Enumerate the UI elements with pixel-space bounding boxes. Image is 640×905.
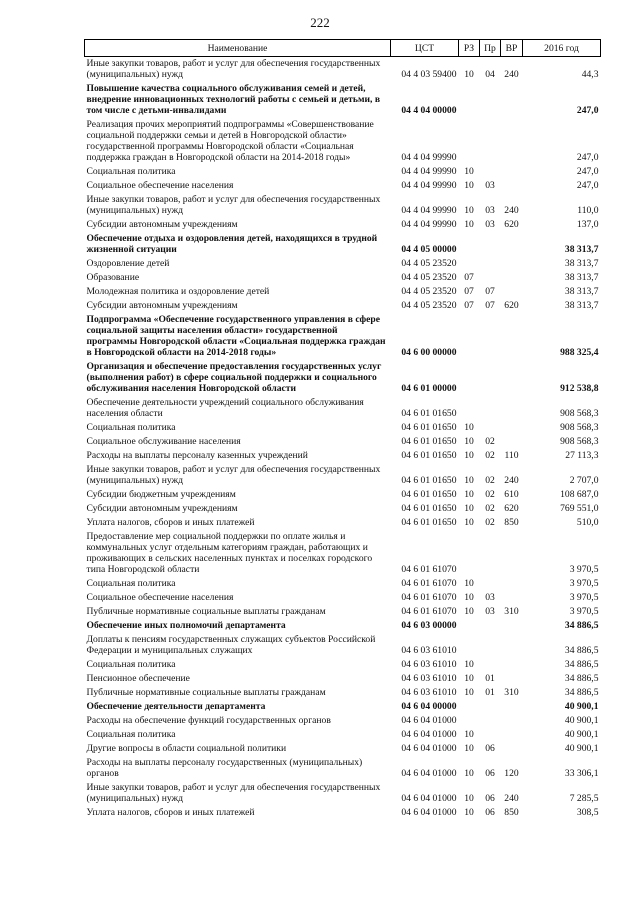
- row-cst-cell: 04 6 01 61070: [401, 606, 457, 617]
- row-rz-cell: 10: [464, 659, 474, 670]
- row-rz-cell: [459, 82, 480, 118]
- table-row: [85, 360, 601, 396]
- table-row: [85, 488, 601, 502]
- row-name-cell: Обеспечение отдыха и оздоровления детей, находящихся в трудной жизненной ситуации: [86, 233, 378, 255]
- row-sum-cell: 38 313,7: [564, 258, 599, 269]
- row-cst-cell: 04 6 00 00000: [401, 347, 457, 358]
- row-sum-cell: 3 970,5: [569, 592, 599, 603]
- row-sum-cell: 34 886,5: [564, 620, 599, 631]
- row-cst-cell: 04 4 05 23520: [401, 286, 457, 297]
- table-row: [85, 728, 601, 742]
- row-vr-cell: 310: [504, 687, 519, 698]
- row-sum-cell: 3 970,5: [569, 564, 599, 575]
- row-pr-cell: 02: [485, 436, 495, 447]
- row-sum-cell: 40 900,1: [564, 729, 599, 740]
- row-pr-cell: [480, 232, 501, 257]
- row-name-cell: Социальная политика: [86, 729, 176, 740]
- row-pr-cell: [480, 82, 501, 118]
- row-cst-cell: 04 6 04 01000: [401, 715, 457, 726]
- row-name-cell: Субсидии автономным учреждениям: [86, 219, 238, 230]
- row-rz-cell: [459, 313, 480, 360]
- row-rz-cell: 10: [464, 69, 474, 80]
- row-cst-cell: 04 6 01 61070: [401, 564, 457, 575]
- table-row: [85, 396, 601, 421]
- row-pr-cell: 01: [485, 673, 495, 684]
- row-cst-cell: 04 4 04 99990: [401, 205, 457, 216]
- row-vr-cell: 850: [504, 807, 519, 818]
- row-vr-cell: 240: [504, 69, 519, 80]
- table-row: [85, 218, 601, 232]
- row-rz-cell: 10: [464, 180, 474, 191]
- table-row: [85, 530, 601, 577]
- row-vr-cell: [501, 658, 523, 672]
- table-row: [85, 658, 601, 672]
- row-cst-cell: 04 6 03 61010: [401, 687, 457, 698]
- table-row: [85, 700, 601, 714]
- row-name-cell: Субсидии автономным учреждениям: [86, 503, 238, 514]
- row-sum-cell: 110,0: [577, 205, 599, 216]
- row-cst-cell: 04 4 03 59400: [401, 69, 457, 80]
- row-cst-cell: 04 6 04 01000: [401, 729, 457, 740]
- row-vr-cell: 620: [504, 300, 519, 311]
- header-name: Наименование: [85, 40, 391, 57]
- table-row: [85, 271, 601, 285]
- row-cst-cell: 04 4 05 23520: [401, 272, 457, 283]
- row-pr-cell: [480, 360, 501, 396]
- row-pr-cell: 01: [485, 687, 495, 698]
- row-sum-cell: 27 113,3: [565, 450, 599, 461]
- row-pr-cell: [480, 313, 501, 360]
- row-rz-cell: 10: [464, 687, 474, 698]
- row-vr-cell: 610: [504, 489, 519, 500]
- row-cst-cell: 04 6 01 01650: [401, 450, 457, 461]
- row-cst-cell: 04 6 03 00000: [401, 620, 457, 631]
- row-rz-cell: [459, 232, 480, 257]
- row-rz-cell: [459, 360, 480, 396]
- row-sum-cell: 769 551,0: [560, 503, 599, 514]
- row-sum-cell: 247,0: [576, 152, 599, 163]
- row-rz-cell: 10: [464, 503, 474, 514]
- table-row: [85, 686, 601, 700]
- row-pr-cell: 03: [485, 592, 495, 603]
- row-vr-cell: [501, 118, 523, 165]
- row-cst-cell: 04 4 05 00000: [401, 244, 457, 255]
- row-cst-cell: 04 4 04 99990: [401, 180, 457, 191]
- row-pr-cell: 03: [485, 606, 495, 617]
- row-name-cell: Расходы на обеспечение функций государственных органов: [86, 715, 331, 726]
- table-row: [85, 781, 601, 806]
- row-vr-cell: 620: [504, 503, 519, 514]
- table-row: [85, 516, 601, 530]
- row-rz-cell: 10: [464, 807, 474, 818]
- row-sum-cell: 247,0: [576, 166, 599, 177]
- row-pr-cell: [480, 728, 501, 742]
- table-body: [85, 57, 601, 821]
- row-cst-cell: 04 6 01 61070: [401, 592, 457, 603]
- row-vr-cell: [501, 714, 523, 728]
- row-vr-cell: [501, 435, 523, 449]
- row-pr-cell: 03: [485, 180, 495, 191]
- row-name-cell: Уплата налогов, сборов и иных платежей: [86, 517, 255, 528]
- row-pr-cell: 06: [485, 743, 495, 754]
- row-pr-cell: 02: [485, 503, 495, 514]
- row-rz-cell: 10: [464, 517, 474, 528]
- row-pr-cell: 07: [485, 286, 495, 297]
- header-cst: ЦСТ: [391, 40, 459, 57]
- row-name-cell: Расходы на выплаты персоналу казенных учреждений: [86, 450, 308, 461]
- table-row: [85, 313, 601, 360]
- row-rz-cell: [459, 118, 480, 165]
- row-rz-cell: [459, 619, 480, 633]
- row-sum-cell: 510,0: [576, 517, 599, 528]
- row-vr-cell: [501, 257, 523, 271]
- header-rz: РЗ: [459, 40, 480, 57]
- row-vr-cell: [501, 700, 523, 714]
- table-row: [85, 502, 601, 516]
- row-sum-cell: 33 306,1: [564, 768, 599, 779]
- row-cst-cell: 04 6 04 01000: [401, 743, 457, 754]
- row-name-cell: Социальная политика: [86, 659, 176, 670]
- row-rz-cell: [459, 714, 480, 728]
- table-row: [85, 82, 601, 118]
- row-name-cell: Иные закупки товаров, работ и услуг для обеспечения государственных (муниципальных) нужд: [86, 194, 381, 216]
- row-name-cell: Расходы на выплаты персоналу государственных (муниципальных) органов: [86, 757, 363, 779]
- row-pr-cell: 03: [485, 219, 495, 230]
- row-pr-cell: 06: [485, 768, 495, 779]
- table-row: [85, 619, 601, 633]
- row-sum-cell: 38 313,7: [564, 300, 599, 311]
- row-vr-cell: [501, 530, 523, 577]
- row-cst-cell: 04 4 04 99990: [401, 219, 457, 230]
- row-vr-cell: [501, 591, 523, 605]
- row-cst-cell: 04 6 04 01000: [401, 793, 457, 804]
- row-rz-cell: [459, 257, 480, 271]
- row-sum-cell: 34 886,5: [564, 645, 599, 656]
- row-pr-cell: 03: [485, 205, 495, 216]
- row-rz-cell: [459, 396, 480, 421]
- row-sum-cell: 908 568,3: [560, 408, 599, 419]
- table-row: [85, 806, 601, 820]
- row-sum-cell: 38 313,7: [564, 244, 599, 255]
- row-name-cell: Иные закупки товаров, работ и услуг для обеспечения государственных (муниципальных) нужд: [86, 464, 381, 486]
- row-sum-cell: 44,3: [581, 69, 599, 80]
- row-cst-cell: 04 6 03 61010: [401, 673, 457, 684]
- row-rz-cell: 10: [464, 489, 474, 500]
- row-cst-cell: 04 6 01 01650: [401, 436, 457, 447]
- row-name-cell: Оздоровление детей: [86, 258, 170, 269]
- row-rz-cell: 10: [464, 205, 474, 216]
- budget-table: [84, 39, 601, 820]
- row-sum-cell: 2 707,0: [569, 475, 599, 486]
- row-cst-cell: 04 6 01 01650: [401, 517, 457, 528]
- row-pr-cell: 02: [485, 517, 495, 528]
- row-pr-cell: [480, 530, 501, 577]
- row-pr-cell: [480, 633, 501, 658]
- row-vr-cell: [501, 165, 523, 179]
- row-name-cell: Образование: [86, 272, 140, 283]
- row-vr-cell: 850: [504, 517, 519, 528]
- row-cst-cell: 04 6 01 01650: [401, 489, 457, 500]
- row-pr-cell: [480, 577, 501, 591]
- row-pr-cell: 07: [485, 300, 495, 311]
- row-pr-cell: 06: [485, 807, 495, 818]
- row-cst-cell: 04 4 04 99990: [401, 166, 457, 177]
- header-vr: ВР: [501, 40, 523, 57]
- row-rz-cell: 10: [464, 422, 474, 433]
- row-vr-cell: [501, 577, 523, 591]
- row-cst-cell: 04 6 04 00000: [401, 701, 457, 712]
- row-pr-cell: [480, 118, 501, 165]
- row-rz-cell: 07: [464, 286, 474, 297]
- row-pr-cell: [480, 257, 501, 271]
- row-name-cell: Молодежная политика и оздоровление детей: [86, 286, 270, 297]
- row-name-cell: Доплаты к пенсиям государственных служащих субъектов Российской Федерации и муниципальных служащих: [86, 634, 376, 656]
- row-sum-cell: 912 538,8: [560, 383, 599, 394]
- row-rz-cell: 10: [464, 450, 474, 461]
- row-cst-cell: 04 4 04 00000: [401, 105, 457, 116]
- row-name-cell: Пенсионное обеспечение: [86, 673, 190, 684]
- table-row: [85, 591, 601, 605]
- row-name-cell: Другие вопросы в области социальной политики: [86, 743, 287, 754]
- row-vr-cell: [501, 232, 523, 257]
- table-row: [85, 57, 601, 83]
- table-row: [85, 257, 601, 271]
- row-name-cell: Социальная политика: [86, 422, 176, 433]
- row-cst-cell: 04 6 03 61010: [401, 659, 457, 670]
- row-sum-cell: 908 568,3: [560, 436, 599, 447]
- row-pr-cell: [480, 714, 501, 728]
- row-pr-cell: 02: [485, 475, 495, 486]
- row-rz-cell: 10: [464, 475, 474, 486]
- row-cst-cell: 04 6 03 61010: [401, 645, 457, 656]
- row-sum-cell: 108 687,0: [560, 489, 599, 500]
- row-cst-cell: 04 6 04 01000: [401, 807, 457, 818]
- table-row: [85, 449, 601, 463]
- row-sum-cell: 3 970,5: [569, 606, 599, 617]
- row-vr-cell: 240: [504, 793, 519, 804]
- header-pr: Пр: [480, 40, 501, 57]
- row-rz-cell: 10: [464, 768, 474, 779]
- row-rz-cell: 10: [464, 578, 474, 589]
- row-sum-cell: 988 325,4: [560, 347, 599, 358]
- row-vr-cell: [501, 360, 523, 396]
- row-rz-cell: 10: [464, 592, 474, 603]
- row-sum-cell: 908 568,3: [560, 422, 599, 433]
- table-row: [85, 577, 601, 591]
- row-cst-cell: 04 6 01 01650: [401, 475, 457, 486]
- table-row: [85, 463, 601, 488]
- table-row: [85, 118, 601, 165]
- row-name-cell: Социальная политика: [86, 578, 176, 589]
- table-header: [85, 40, 601, 57]
- row-rz-cell: 07: [464, 300, 474, 311]
- table-row: [85, 714, 601, 728]
- row-cst-cell: 04 4 05 23520: [401, 258, 457, 269]
- row-name-cell: Субсидии автономным учреждениям: [86, 300, 238, 311]
- row-sum-cell: 34 886,5: [564, 687, 599, 698]
- row-rz-cell: [459, 530, 480, 577]
- row-sum-cell: 308,5: [576, 807, 599, 818]
- row-cst-cell: 04 6 01 01650: [401, 503, 457, 514]
- row-name-cell: Организация и обеспечение предоставления государственных услуг (выполнения работ) в сфере социальной поддержки и социального обслуживания населения Новгородской области: [86, 361, 382, 394]
- table-row: [85, 633, 601, 658]
- row-name-cell: Обеспечение деятельности департамента: [86, 701, 266, 712]
- table-row: [85, 179, 601, 193]
- row-pr-cell: 02: [485, 489, 495, 500]
- table-row: [85, 193, 601, 218]
- row-name-cell: Публичные нормативные социальные выплаты гражданам: [86, 687, 326, 698]
- header-row: [85, 40, 601, 57]
- row-vr-cell: [501, 421, 523, 435]
- row-rz-cell: 10: [464, 729, 474, 740]
- row-rz-cell: 10: [464, 606, 474, 617]
- row-name-cell: Иные закупки товаров, работ и услуг для обеспечения государственных (муниципальных) нужд: [86, 58, 381, 80]
- table-row: [85, 285, 601, 299]
- row-name-cell: Социальное обслуживание населения: [86, 436, 241, 447]
- row-cst-cell: 04 6 01 01650: [401, 422, 457, 433]
- table-row: [85, 435, 601, 449]
- row-sum-cell: 247,0: [576, 180, 599, 191]
- row-vr-cell: [501, 728, 523, 742]
- row-cst-cell: 04 4 05 23520: [401, 300, 457, 311]
- row-rz-cell: 10: [464, 219, 474, 230]
- row-sum-cell: 34 886,5: [564, 673, 599, 684]
- row-name-cell: Социальное обеспечение населения: [86, 180, 234, 191]
- row-sum-cell: 3 970,5: [569, 578, 599, 589]
- row-name-cell: Обеспечение иных полномочий департамента: [86, 620, 286, 631]
- row-vr-cell: 240: [504, 205, 519, 216]
- row-sum-cell: 34 886,5: [564, 659, 599, 670]
- row-vr-cell: 310: [504, 606, 519, 617]
- row-sum-cell: 40 900,1: [564, 743, 599, 754]
- row-rz-cell: 10: [464, 436, 474, 447]
- page-number: 222: [310, 15, 330, 30]
- row-pr-cell: [480, 165, 501, 179]
- row-rz-cell: 10: [464, 793, 474, 804]
- row-pr-cell: 04: [485, 69, 495, 80]
- row-rz-cell: 10: [464, 743, 474, 754]
- row-name-cell: Повышение качества социального обслуживания семей и детей, внедрение инновационных технологий работы с семьей и детьми, в том числе с детьми-инвалидами: [86, 83, 380, 116]
- row-rz-cell: 10: [464, 166, 474, 177]
- table-row: [85, 756, 601, 781]
- row-vr-cell: [501, 633, 523, 658]
- row-cst-cell: 04 6 01 01650: [401, 408, 457, 419]
- row-pr-cell: 02: [485, 450, 495, 461]
- row-name-cell: Реализация прочих мероприятий подпрограммы «Совершенствование социальной поддержки семьи и детей в Новгородской области» государственной программы Новгородской области «Социальная поддержка граждан в Новгородской области на 2014-2018 годы»: [86, 119, 374, 163]
- row-vr-cell: [501, 313, 523, 360]
- row-sum-cell: 40 900,1: [564, 715, 599, 726]
- row-name-cell: Социальная политика: [86, 166, 176, 177]
- row-vr-cell: [501, 179, 523, 193]
- row-name-cell: Обеспечение деятельности учреждений социального обслуживания населения области: [86, 397, 364, 419]
- row-rz-cell: 10: [464, 673, 474, 684]
- row-sum-cell: 38 313,7: [564, 272, 599, 283]
- row-pr-cell: [480, 619, 501, 633]
- header-sum: 2016 год: [523, 40, 601, 57]
- row-sum-cell: 137,0: [576, 219, 599, 230]
- table-row: [85, 299, 601, 313]
- row-cst-cell: 04 6 04 01000: [401, 768, 457, 779]
- table-row: [85, 605, 601, 619]
- row-vr-cell: [501, 271, 523, 285]
- row-name-cell: Уплата налогов, сборов и иных платежей: [86, 807, 255, 818]
- table-row: [85, 165, 601, 179]
- row-vr-cell: [501, 672, 523, 686]
- row-cst-cell: 04 6 01 61070: [401, 578, 457, 589]
- row-vr-cell: 110: [504, 450, 519, 461]
- row-rz-cell: 07: [464, 272, 474, 283]
- row-cst-cell: 04 4 04 99990: [401, 152, 457, 163]
- row-sum-cell: 38 313,7: [564, 286, 599, 297]
- row-vr-cell: [501, 82, 523, 118]
- row-sum-cell: 247,0: [576, 105, 599, 116]
- row-pr-cell: [480, 658, 501, 672]
- row-pr-cell: 06: [485, 793, 495, 804]
- row-vr-cell: [501, 285, 523, 299]
- row-name-cell: Предоставление мер социальной поддержки по оплате жилья и коммунальных услуг отдельным категориям граждан, работающих и проживающих в сельских населенных пунктах и поселках городского типа Новгородской области: [86, 531, 373, 575]
- row-name-cell: Публичные нормативные социальные выплаты гражданам: [86, 606, 326, 617]
- row-name-cell: Социальное обеспечение населения: [86, 592, 234, 603]
- row-vr-cell: [501, 619, 523, 633]
- row-pr-cell: [480, 421, 501, 435]
- row-vr-cell: 620: [504, 219, 519, 230]
- row-cst-cell: 04 6 01 00000: [401, 383, 457, 394]
- row-vr-cell: [501, 742, 523, 756]
- table-row: [85, 421, 601, 435]
- row-rz-cell: [459, 633, 480, 658]
- row-pr-cell: [480, 271, 501, 285]
- row-pr-cell: [480, 700, 501, 714]
- row-vr-cell: 120: [504, 768, 519, 779]
- row-name-cell: Подпрограмма «Обеспечение государственного управления в сфере социальной защиты населения области» государственной программы Новгородской области «Социальная поддержка граждан в Новгородской области на 2014-2018 годы»: [86, 314, 386, 358]
- row-rz-cell: [459, 700, 480, 714]
- row-vr-cell: 240: [504, 475, 519, 486]
- row-name-cell: Субсидии бюджетным учреждениям: [86, 489, 236, 500]
- row-pr-cell: [480, 396, 501, 421]
- table-row: [85, 742, 601, 756]
- table-row: [85, 232, 601, 257]
- row-vr-cell: [501, 396, 523, 421]
- table-row: [85, 672, 601, 686]
- row-sum-cell: 40 900,1: [564, 701, 599, 712]
- row-name-cell: Иные закупки товаров, работ и услуг для обеспечения государственных (муниципальных) нужд: [86, 782, 381, 804]
- row-sum-cell: 7 285,5: [569, 793, 599, 804]
